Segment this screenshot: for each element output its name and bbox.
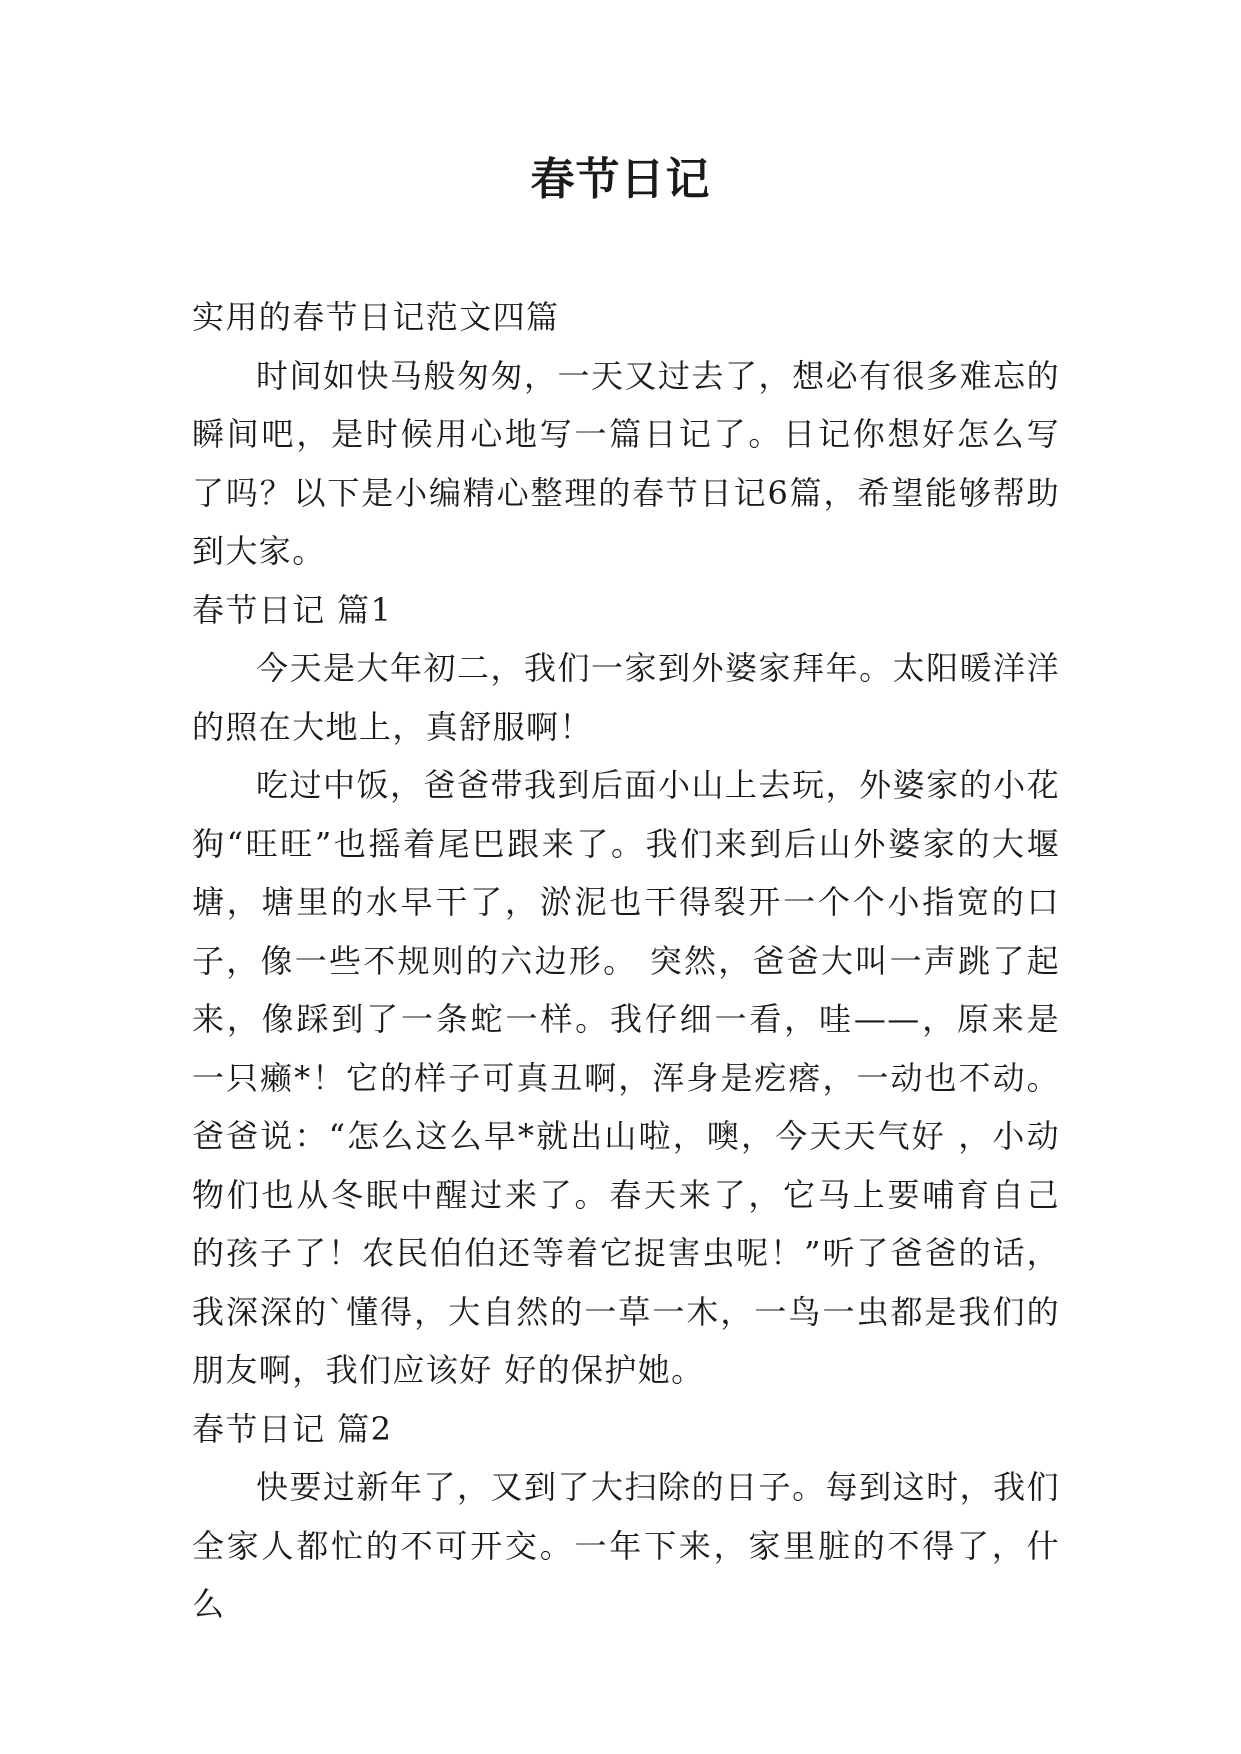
paragraph: 吃过中饭，爸爸带我到后面小山上去玩，外婆家的小花狗“旺旺”也摇着尾巴跟来了。我们来到后山外婆家的大堰塘，塘里的水早干了，淤泥也干得裂开一个个小指宽的口子，像一些不规则的六边形。 突然，爸爸大叫一声跳了起来，像踩到了一条蛇一样。我仔细一看，哇——，原来是一只癞*！它的样子可真丑啊，浑身是疙瘩，一动也不动。爸爸说：“怎么这么早*就出山啦，噢，今天天气好 ，小动物们也从冬眠中醒过来了。春天来了，它马上要哺育自己的孩子了！农民伯伯还等着它捉害虫呢！”听了爸爸的话，我深深的`懂得，大自然的一草一木，一鸟一虫都是我们的朋友啊，我们应该好 好的保护她。 <box>192 766 1060 1389</box>
section-heading-2: 春节日记 篇2 <box>192 1409 393 1448</box>
paragraph: 今天是大年初二，我们一家到外婆家拜年。太阳暖洋洋的照在大地上，真舒服啊！ <box>192 649 1060 746</box>
subtitle-heading: 实用的春节日记范文四篇 <box>192 298 560 336</box>
document-title: 春节日记 <box>530 154 711 205</box>
section-heading-1: 春节日记 篇1 <box>192 590 393 629</box>
intro-paragraph: 时间如快马般匆匆，一天又过去了，想必有很多难忘的瞬间吧，是时候用心地写一篇日记了。日记你想好怎么写了吗？以下是小编精心整理的春节日记6篇，希望能够帮助到大家。 <box>192 356 1060 570</box>
paragraph: 快要过新年了，又到了大扫除的日子。每到这时，我们全家人都忙的不可开交。一年下来，家里脏的不得了，什么 <box>192 1468 1060 1623</box>
document-body <box>192 288 1060 1634</box>
